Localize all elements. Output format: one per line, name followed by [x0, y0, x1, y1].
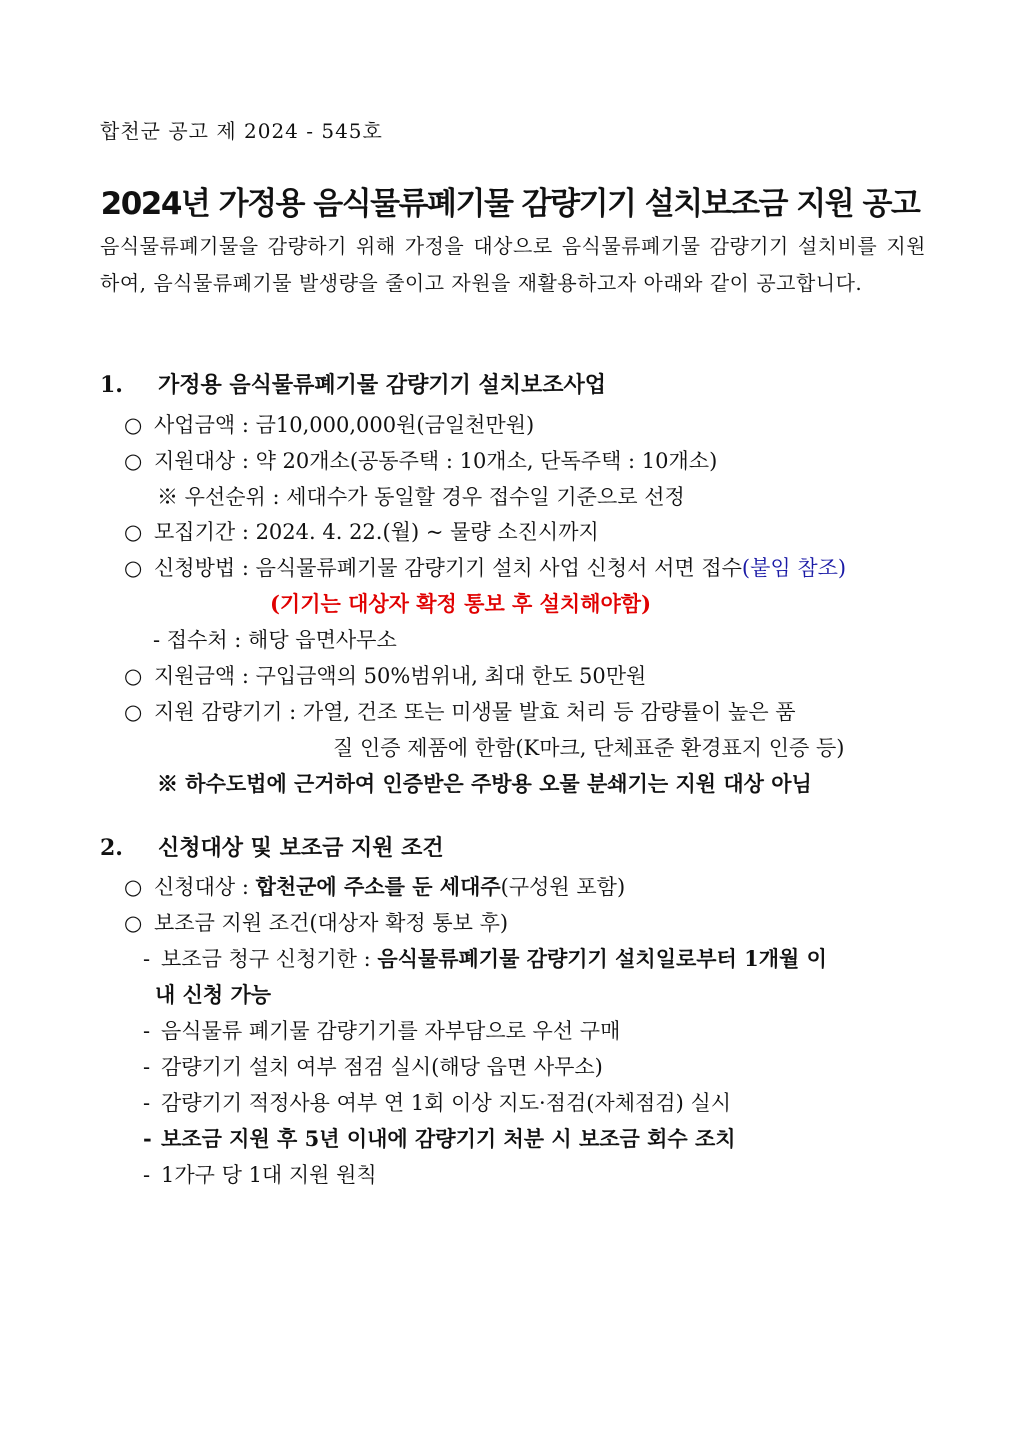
section-2-heading — [100, 833, 444, 863]
period-text: 모집기간 : 2024. 4. 22.(월) ~ 물량 소진시까지 — [154, 520, 599, 544]
conditions-item — [124, 908, 508, 938]
amount-item — [124, 661, 646, 691]
conditions-text: 보조금 지원 조건(대상자 확정 통보 후) — [154, 911, 509, 935]
circle-bullet-icon: ○ — [124, 556, 143, 580]
intro-paragraph: 음식물류폐기물을 감량하기 위해 가정을 대상으로 음식물류폐기물 감량기기 설치비를 지원하여, 음식물류폐기물 발생량을 줄이고 자원을 재활용하고자 아래와 같이 공고합니다. — [100, 234, 926, 295]
one-per-household-text: 1가구 당 1대 지원 원칙 — [161, 1163, 377, 1187]
method-text: 신청방법 : 음식물류폐기물 감량기기 설치 사업 신청서 서면 접수 — [154, 556, 742, 580]
budget-text: 사업금액 : 금10,000,000원(금일천만원) — [154, 413, 535, 437]
method-warning: (기기는 대상자 확정 통보 후 설치해야함) — [270, 591, 652, 616]
target-text: 지원대상 : 약 20개소(공동주택 : 10개소, 단독주택 : 10개소) — [154, 449, 718, 473]
eligible-item — [124, 872, 625, 902]
notice-number: 합천군 공고 제 2024 - 545호 — [100, 119, 383, 143]
eligible-bold: 합천군에 주소를 둔 세대주 — [255, 874, 501, 899]
claim-bold-line-1: 음식물류폐기물 감량기기 설치일로부터 1개월 이 — [377, 946, 827, 971]
section-1-number: 1. — [100, 372, 123, 398]
claim-bold-line-2: 내 신청 가능 — [155, 982, 272, 1007]
priority-note: ※ 우선순위 : 세대수가 동일할 경우 접수일 기준으로 선정 — [157, 485, 685, 509]
section-1-heading — [100, 370, 606, 400]
section-2-title: 신청대상 및 보조금 지원 조건 — [158, 835, 444, 861]
circle-bullet-icon: ○ — [124, 700, 143, 724]
reception-office: - 접수처 : 해당 읍면사무소 — [153, 628, 397, 652]
recover-item — [143, 1124, 736, 1154]
device-text-line-2: 질 인증 제품에 한함(K마크, 단체표준 환경표지 인증 등) — [333, 736, 845, 760]
section-1-title: 가정용 음식물류폐기물 감량기기 설치보조사업 — [158, 372, 607, 398]
target-item — [124, 446, 717, 476]
claim-deadline-item — [143, 944, 827, 974]
document-title: 2024년 가정용 음식물류폐기물 감량기기 설치보조금 지원 공고 — [100, 186, 920, 222]
circle-bullet-icon: ○ — [124, 449, 143, 473]
circle-bullet-icon: ○ — [124, 875, 143, 899]
one-per-household-item — [143, 1160, 377, 1190]
circle-bullet-icon: ○ — [124, 413, 143, 437]
eligible-prefix: 신청대상 : — [154, 875, 256, 899]
amount-text: 지원금액 : 구입금액의 50%범위내, 최대 한도 50만원 — [154, 664, 647, 688]
budget-item — [124, 410, 534, 440]
purchase-item — [143, 1016, 620, 1046]
dash-bullet: - — [143, 947, 151, 971]
recover-text: 보조금 지원 후 5년 이내에 감량기기 처분 시 보조금 회수 조치 — [161, 1126, 736, 1151]
eligible-suffix: (구성원 포함) — [500, 875, 626, 899]
section-2-number: 2. — [100, 835, 123, 861]
device-item — [124, 697, 796, 727]
inspect-item — [143, 1052, 603, 1082]
inspect-text: 감량기기 설치 여부 점검 실시(해당 읍면 사무소) — [161, 1055, 603, 1079]
device-text-line-1: 지원 감량기기 : 가열, 건조 또는 미생물 발효 처리 등 감량률이 높은 품 — [154, 700, 796, 724]
dash-bullet: - — [143, 1163, 151, 1187]
annual-check-item — [143, 1088, 731, 1118]
claim-prefix: 보조금 청구 신청기한 : — [161, 947, 378, 971]
dash-bullet: - — [143, 1055, 151, 1079]
dash-bullet: - — [143, 1091, 151, 1115]
purchase-text: 음식물류 폐기물 감량기기를 자부담으로 우선 구매 — [161, 1019, 621, 1043]
attachment-reference: (붙임 참조) — [741, 556, 847, 580]
circle-bullet-icon: ○ — [124, 664, 143, 688]
method-item — [124, 553, 846, 583]
exclusion-note: ※ 하수도법에 근거하여 인증받은 주방용 오물 분쇄기는 지원 대상 아님 — [157, 771, 812, 796]
circle-bullet-icon: ○ — [124, 911, 143, 935]
dash-bullet: - — [143, 1126, 152, 1151]
period-item — [124, 517, 599, 547]
circle-bullet-icon: ○ — [124, 520, 143, 544]
dash-bullet: - — [143, 1019, 151, 1043]
annual-check-text: 감량기기 적정사용 여부 연 1회 이상 지도·점검(자체점검) 실시 — [161, 1091, 732, 1115]
